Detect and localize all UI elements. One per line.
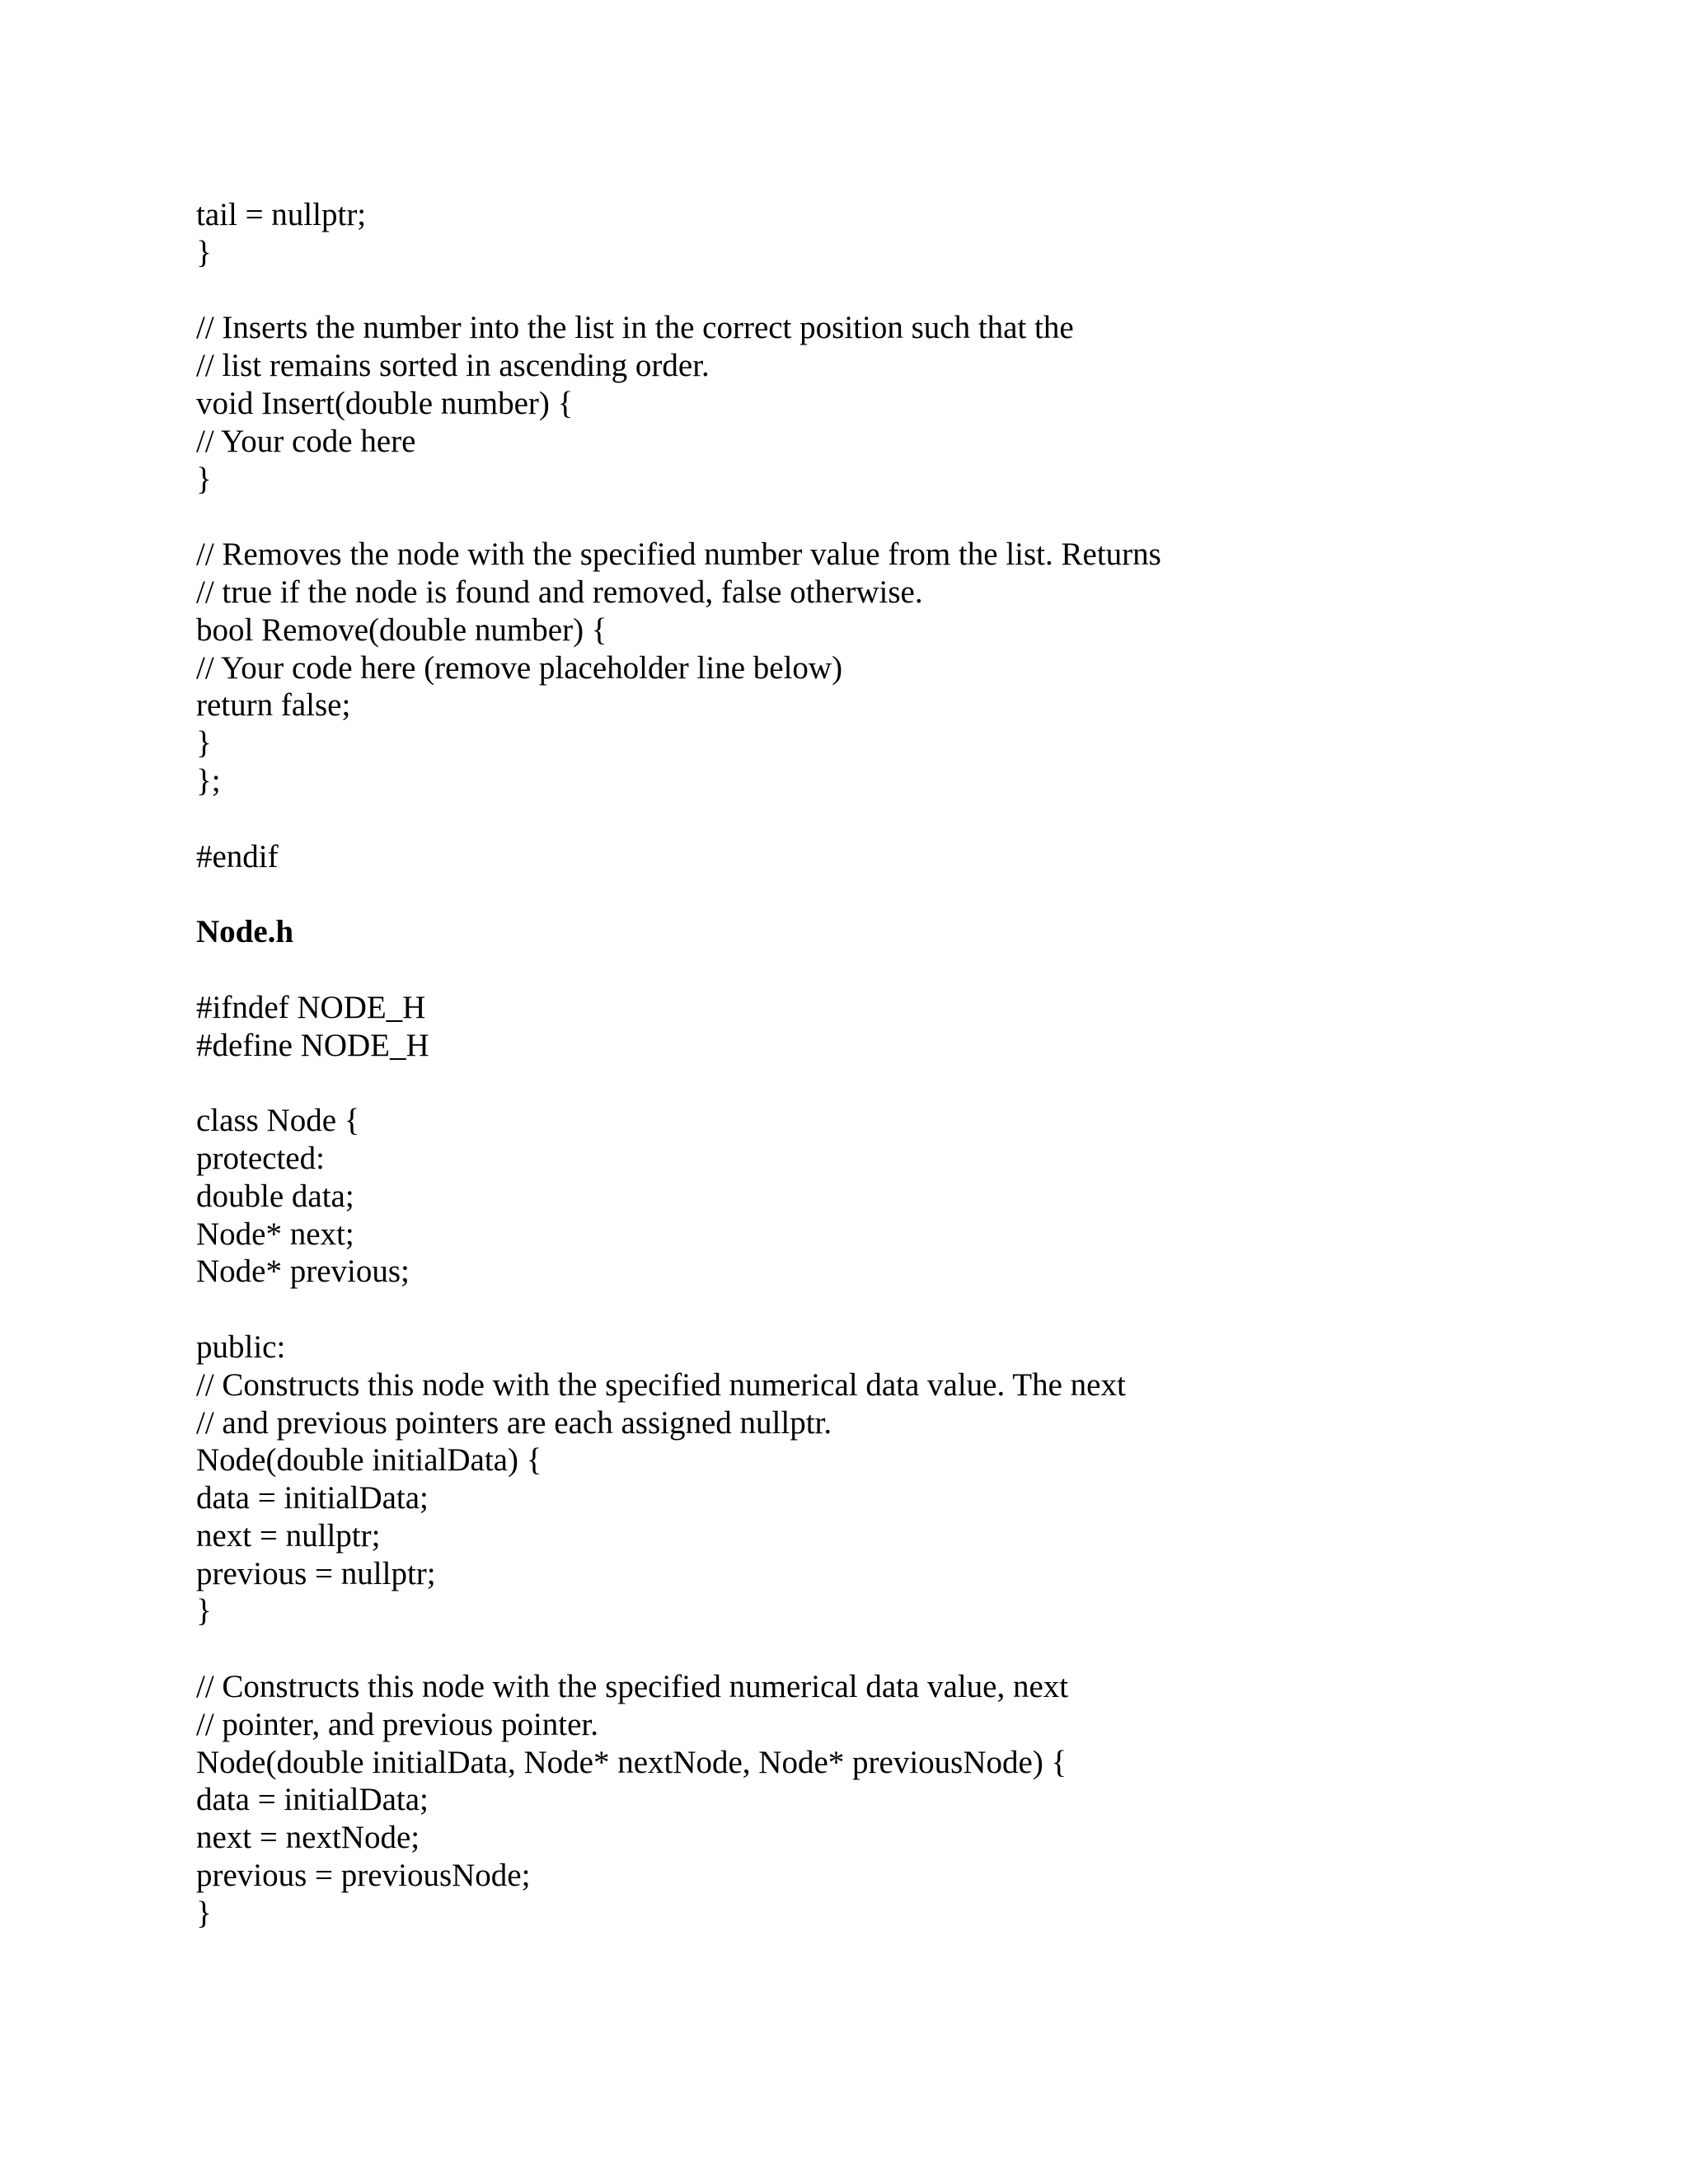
code-line: }; (196, 762, 221, 799)
comment-line: // Your code here (remove placeholder line below) (196, 649, 843, 686)
code-line: return false; (196, 687, 351, 724)
code-line: Node(double initialData) { (196, 1442, 542, 1479)
comment-line: // true if the node is found and removed, false otherwise. (196, 574, 923, 610)
code-line: previous = nullptr; (196, 1555, 436, 1591)
comment-line: // Constructs this node with the specified numerical data value, next (196, 1669, 1069, 1705)
blank-line (196, 800, 1515, 838)
code-line: data = initialData; (196, 1480, 429, 1516)
code-line: } (196, 1593, 212, 1629)
code-line: data = initialData; (196, 1782, 429, 1818)
code-line: #endif (196, 838, 279, 874)
comment-line: // list remains sorted in ascending order. (196, 348, 710, 384)
comment-line: // Inserts the number into the list in the correct position such that the (196, 310, 1074, 346)
comment-line: // and previous pointers are each assigned nullptr. (196, 1404, 832, 1441)
code-line: Node* previous; (196, 1254, 410, 1290)
code-line: } (196, 461, 212, 497)
code-line: #ifndef NODE_H (196, 989, 426, 1025)
code-line: next = nextNode; (196, 1820, 420, 1856)
code-line: #define NODE_H (196, 1027, 429, 1063)
code-listing (196, 196, 1515, 1933)
code-line: } (196, 725, 212, 762)
code-line: bool Remove(double number) { (196, 612, 607, 648)
blank-line (196, 1630, 1515, 1668)
code-line: class Node { (196, 1103, 360, 1139)
comment-line: // Removes the node with the specified number value from the list. Returns (196, 537, 1161, 573)
code-line: Node* next; (196, 1216, 354, 1252)
blank-line (196, 951, 1515, 989)
code-line: previous = previousNode; (196, 1858, 531, 1894)
code-line: Node(double initialData, Node* nextNode, Node* previousNode) { (196, 1744, 1067, 1780)
comment-line: // Your code here (196, 423, 416, 459)
code-line: tail = nullptr; (196, 197, 367, 232)
code-line: public: (196, 1329, 286, 1365)
code-line: protected: (196, 1140, 325, 1176)
comment-line: // Constructs this node with the specified numerical data value. The next (196, 1366, 1126, 1403)
file-heading: Node.h (196, 914, 294, 950)
code-line: void Insert(double number) { (196, 385, 574, 421)
code-line: double data; (196, 1178, 354, 1214)
blank-line (196, 1064, 1515, 1102)
code-line: } (196, 234, 212, 270)
blank-line (196, 498, 1515, 536)
blank-line (196, 272, 1515, 310)
code-line: } (196, 1895, 212, 1931)
code-line: next = nullptr; (196, 1517, 381, 1554)
comment-line: // pointer, and previous pointer. (196, 1706, 599, 1742)
blank-line (196, 1291, 1515, 1329)
blank-line (196, 875, 1515, 913)
